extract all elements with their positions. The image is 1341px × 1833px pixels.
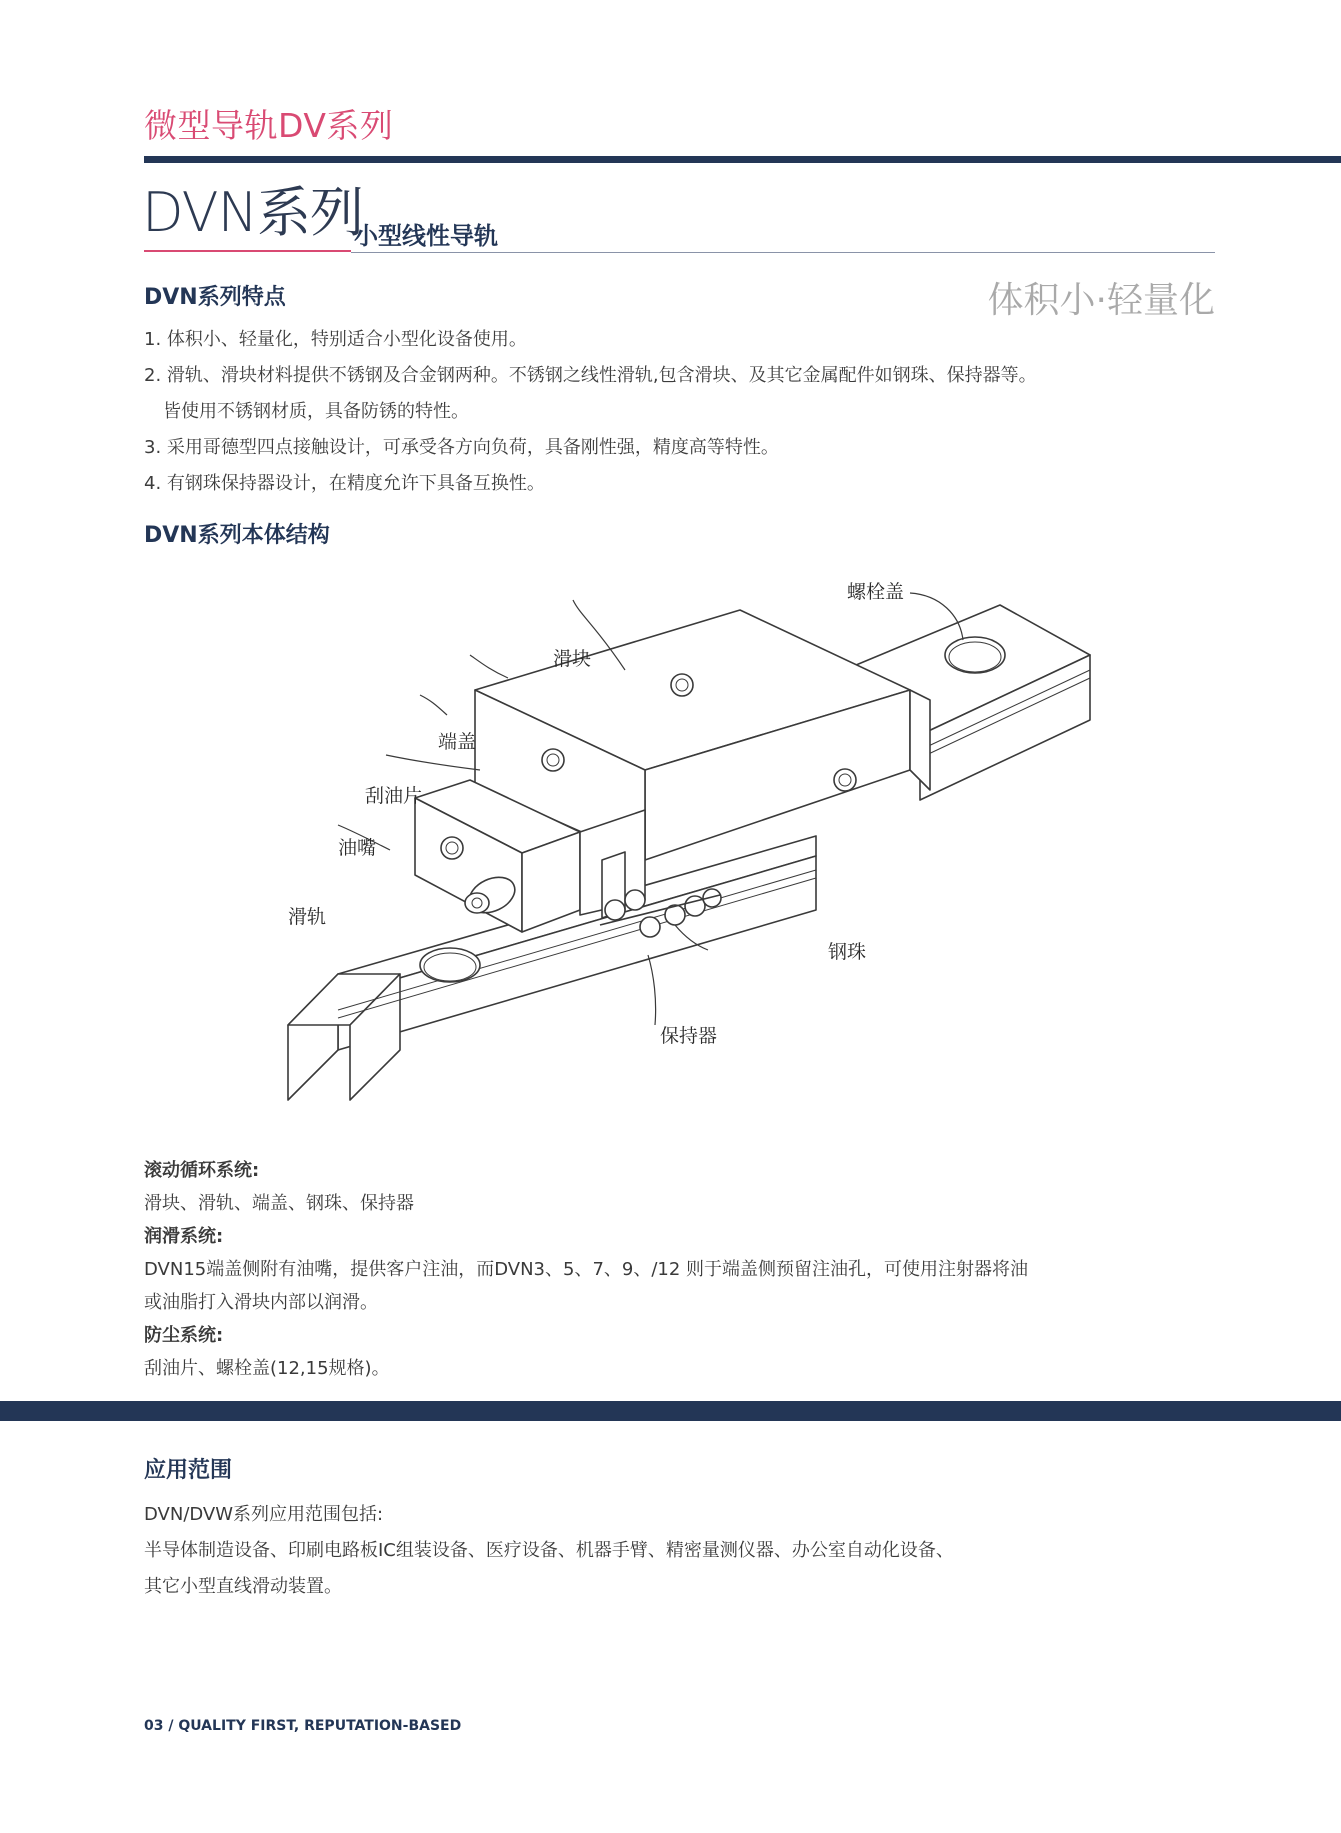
dust-system-text: 刮油片、螺栓盖(12,15规格)。 bbox=[144, 1358, 390, 1379]
label-rail: 滑轨 bbox=[288, 906, 327, 928]
label-retainer: 保持器 bbox=[660, 1025, 718, 1047]
page-footer: 03 / QUALITY FIRST, REPUTATION-BASED bbox=[144, 1718, 462, 1734]
lube-system-text-1: DVN15端盖侧附有油嘴，提供客户注油，而DVN3、5、7、9、/12 则于端盖侧预留注油孔，可使用注射器将油 bbox=[144, 1259, 1029, 1280]
section-band bbox=[0, 1401, 1341, 1421]
title-accent-rule bbox=[144, 250, 351, 252]
page-subtitle: 小型线性导轨 bbox=[354, 222, 498, 250]
rolling-system-text: 滑块、滑轨、端盖、钢珠、保持器 bbox=[144, 1193, 414, 1214]
dust-system-label: 防尘系统: bbox=[144, 1325, 224, 1346]
applications-intro: DVN/DVW系列应用范围包括: bbox=[144, 1504, 384, 1525]
page-title: DVN系列 bbox=[142, 181, 363, 244]
label-bolt-cap: 螺栓盖 bbox=[847, 581, 905, 603]
features-heading: DVN系列特点 bbox=[144, 285, 286, 310]
label-steel-ball: 钢珠 bbox=[828, 941, 867, 963]
lube-system-text-2: 或油脂打入滑块内部以润滑。 bbox=[144, 1292, 378, 1313]
tagline: 体积小·轻量化 bbox=[987, 280, 1215, 321]
feature-item-1: 1. 体积小、轻量化，特别适合小型化设备使用。 bbox=[144, 329, 527, 350]
feature-item-3: 3. 采用哥德型四点接触设计，可承受各方向负荷，具备刚性强，精度高等特性。 bbox=[144, 437, 779, 458]
applications-heading: 应用范围 bbox=[144, 1458, 233, 1483]
lube-system-label: 润滑系统: bbox=[144, 1226, 224, 1247]
label-nozzle: 油嘴 bbox=[338, 837, 377, 859]
feature-item-2: 2. 滑轨、滑块材料提供不锈钢及合金钢两种。不锈钢之线性滑轨,包含滑块、及其它金属配件如钢珠、保持器等。 bbox=[144, 365, 1037, 386]
label-end-cap: 端盖 bbox=[438, 731, 477, 753]
series-header: 微型导轨DV系列 bbox=[144, 106, 394, 145]
title-rule bbox=[351, 252, 1215, 253]
structure-heading: DVN系列本体结构 bbox=[144, 523, 330, 548]
applications-line-2: 其它小型直线滑动装置。 bbox=[144, 1576, 342, 1597]
rolling-system-label: 滚动循环系统: bbox=[144, 1160, 260, 1181]
top-rule bbox=[144, 156, 1341, 163]
feature-item-4: 4. 有钢珠保持器设计，在精度允许下具备互换性。 bbox=[144, 473, 545, 494]
linear-guide-diagram bbox=[280, 570, 1130, 1110]
label-wiper: 刮油片 bbox=[365, 785, 423, 807]
feature-item-2-continued: 皆使用不锈钢材质，具备防锈的特性。 bbox=[163, 401, 469, 422]
applications-line-1: 半导体制造设备、印刷电路板IC组装设备、医疗设备、机器手臂、精密量测仪器、办公室自动化设备、 bbox=[144, 1540, 954, 1561]
label-slider: 滑块 bbox=[553, 648, 592, 670]
